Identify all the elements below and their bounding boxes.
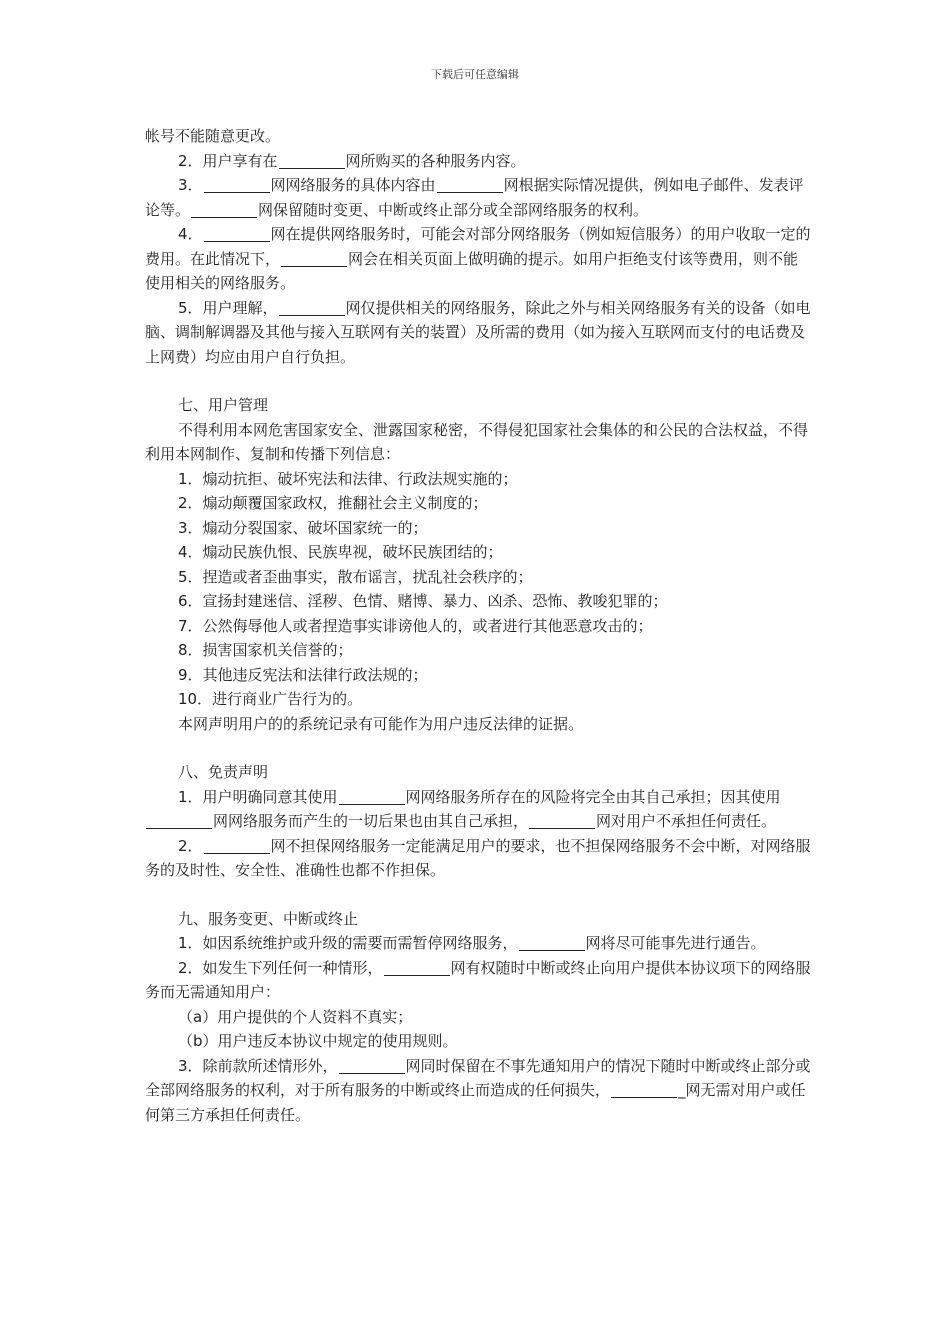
paragraph-text: 网网络服务的具体内容由 [270,176,436,194]
paragraph [145,1029,813,1054]
paragraph [145,467,813,492]
paragraph-text: 5．捏造或者歪曲事实，散布谣言，扰乱社会秩序的； [178,567,533,586]
paragraph-text: 5．用户理解， [178,298,278,317]
paragraph [145,222,813,296]
blank-line [204,178,270,193]
paragraph-text: 10．进行商业广告行为的。 [178,690,363,708]
blank-line [146,814,212,829]
page-header: 下载后可任意编辑 [431,68,519,81]
blank-line [339,790,405,805]
blank-line [384,961,450,976]
paragraph [145,663,813,688]
paragraph-text: 网在提供网络服务时，可能会对部分网络服务（例如短信服务）的用户收取一定的费用。在此情况下， [145,225,811,268]
paragraph-text: 2．如发生下列任何一种情形， [178,958,383,977]
paragraph [145,516,813,541]
paragraph [145,712,813,737]
paragraph-text: 网不担保网络服务一定能满足用户的要求，也不担保网络服务不会中断，对网络服务的及时性、安全性、准确性也都不作担保。 [145,836,811,879]
paragraph [145,540,813,565]
paragraph [145,834,813,883]
paragraph-text: 网网络服务而产生的一切后果也由其自己承担， [213,812,529,830]
paragraph-text: （b）用户违反本协议中规定的使用规则。 [178,1032,458,1050]
paragraph-text: 3．除前款所述情形外， [178,1056,338,1075]
paragraph [145,491,813,516]
paragraph [145,296,813,370]
paragraph-text: 不得利用本网危害国家安全、泄露国家秘密，不得侵犯国家社会集体的和公民的合法权益，不得利用本网制作、复制和传播下列信息： [145,420,809,463]
paragraph-text: 网所购买的各种服务内容。 [345,151,526,170]
paragraph-text: 1．如因系统维护或升级的需要而需暂停网络服务， [178,934,518,952]
blank-line [191,203,257,218]
paragraph-text: 网保留随时变更、中断或终止部分或全部网络服务的权利。 [258,200,649,219]
blank-line [339,1059,405,1074]
paragraph-text: 网网络服务所存在的风险将完全由其自己承担；因其使用 [405,787,781,806]
paragraph [145,785,813,834]
paragraph [145,124,813,149]
paragraph-text: 2．煽动颠覆国家政权，推翻社会主义制度的； [178,494,488,512]
paragraph [145,589,813,614]
section [145,124,813,369]
paragraph-text: 9．其他违反宪法和法律行政法规的； [178,665,428,684]
paragraph-text: 2．用户享有在 [178,151,278,170]
paragraph-text: 3．煽动分裂国家、破坏国家统一的； [178,518,428,537]
paragraph-text: 7．公然侮辱他人或者捏造事实诽谤他人的，或者进行其他恶意攻击的； [178,616,653,635]
paragraph-text: 4．煽动民族仇恨、民族卑视，破坏民族团结的； [178,543,503,561]
section-heading: 八、免责声明 [178,763,269,781]
paragraph-text: 网同时保留在不事先通知用户的情况下随时中断或终止部分或全部网络服务的权利，对于所有服务的中断或终止而造成的任何损失， [145,1056,811,1099]
blank-line [611,1083,677,1098]
blank-line [279,154,345,169]
paragraph-text: 8．损害国家机关信誉的； [178,641,353,659]
paragraph-text: 网根据实际情况提供，例如电子邮件、发表评论等。 [145,176,804,219]
paragraph [145,638,813,663]
paragraph [145,931,813,956]
blank-line [204,839,270,854]
paragraph [145,687,813,712]
blank-line [529,814,595,829]
paragraph [145,614,813,639]
paragraph-text: （a）用户提供的个人资料不真实； [178,1007,413,1026]
paragraph-text: 网对用户不承担任何责任。 [596,812,777,830]
paragraph-text: 1．煽动抗拒、破坏宪法和法律、行政法规实施的； [178,469,518,488]
paragraph [145,956,813,1005]
paragraph-text: 网将尽可能事先进行通告。 [585,934,766,952]
paragraph-text: 网会在相关页面上做明确的提示。如用户拒绝支付该等费用，则不能使用相关的网络服务。 [145,249,799,292]
paragraph [145,1054,813,1128]
section-heading: 七、用户管理 [178,396,269,414]
paragraph [145,1005,813,1030]
paragraph-text: 4． [178,225,203,243]
paragraph-text: _网无需对用户或任何第三方承担任何责任。 [145,1081,806,1124]
paragraph-text: 3． [178,176,203,194]
section-heading: 九、服务变更、中断或终止 [178,909,359,928]
paragraph [145,418,813,467]
paragraph-text: 本网声明用户的的系统记录有可能作为用户违反法律的证据。 [178,714,584,733]
blank-line [279,301,345,316]
paragraph [145,173,813,222]
blank-line [437,178,503,193]
blank-line [281,252,347,267]
paragraph [145,565,813,590]
paragraph-text: 网有权随时中断或终止向用户提供本协议项下的网络服务而无需通知用户： [145,958,811,1001]
section [145,760,813,883]
section [145,393,813,736]
paragraph-text: 网仅提供相关的网络服务，除此之外与相关网络服务有关的设备（如电脑、调制解调器及其他与接入互联网有关的装置）及所需的费用（如为接入互联网而支付的电话费及上网费）均应由用户自行负担。 [145,298,811,366]
blank-line [519,936,585,951]
paragraph-text: 1．用户明确同意其使用 [178,787,338,806]
paragraph-text: 帐号不能随意更改。 [145,127,281,145]
section [145,907,813,1128]
paragraph-text: 2． [178,836,203,855]
document-body [145,124,813,1127]
paragraph-text: 6．宣扬封建迷信、淫秽、色情、赌博、暴力、凶杀、恐怖、教唆犯罪的； [178,592,668,610]
blank-line [204,227,270,242]
paragraph [145,149,813,174]
